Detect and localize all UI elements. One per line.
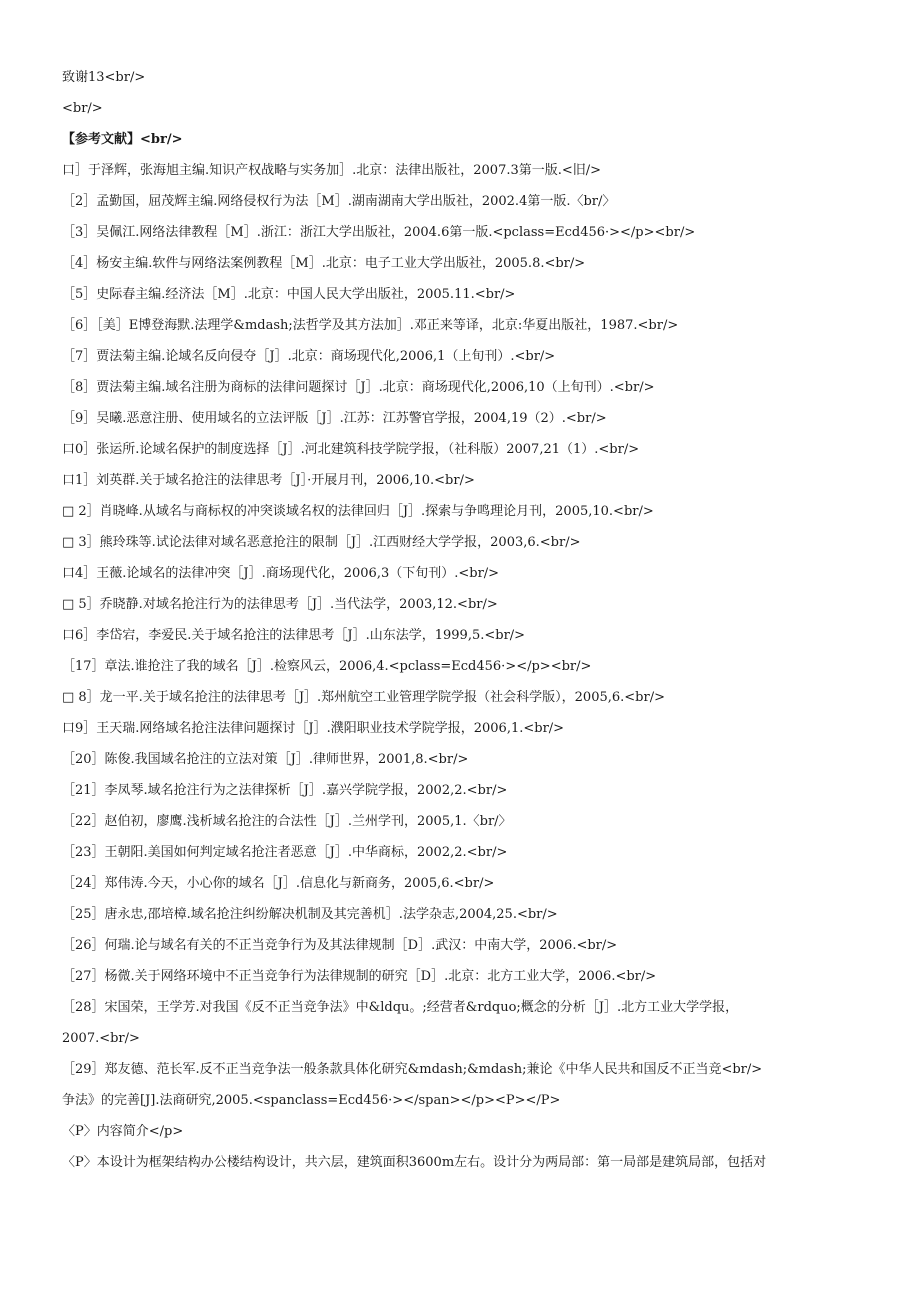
reference-item: ［22］赵伯初，廖鹰.浅析域名抢注的合法性［J］.兰州学刊，2005,1.〈br/〉 [62,814,512,829]
reference-item: ［25］唐永忠,邵培樟.域名抢注纠纷解决机制及其完善机］.法学杂志,2004,25.<br/> [62,907,558,922]
reference-item: ［28］宋国荣，王学芳.对我国《反不正当竞争法》中&ldqu。;经营者&rdquo;概念的分析［J］.北方工业大学学报， [62,1000,739,1015]
reference-item: 口］于泽辉，张海旭主编.知识产权战略与实务加］.北京：法律出版社，2007.3第一版.<旧/> [62,163,602,178]
header-line: 致谢13<br/> [62,70,146,85]
intro-text: 〈P〉本设计为框架结构办公楼结构设计，共六层，建筑面积3600m左右。设计分为两局部：第一局部是建筑局部，包括对 [62,1155,767,1170]
reference-item: 口1］刘英群.关于域名抢注的法律思考［J］·开展月刊，2006,10.<br/> [62,473,475,488]
reference-item: ［26］何瑞.论与域名有关的不正当竞争行为及其法律规制［D］.武汉：中南大学，2006.<br/> [62,938,618,953]
reference-item: ［5］史际春主编.经济法［M］.北京：中国人民大学出版社，2005.11.<br/> [62,287,516,302]
reference-item: ［27］杨微.关于网络环境中不正当竞争行为法律规制的研究［D］.北京：北方工业大学，2006.<br/> [62,969,657,984]
reference-item: 口9］王天瑞.网络域名抢注法律问题探讨［J］.濮阳职业技术学院学报，2006,1.<br/> [62,721,565,736]
reference-item-continuation: 2007.<br/> [62,1031,140,1046]
document-page [62,62,862,1178]
reference-item: ［17］章法.谁抢注了我的域名［J］.检察风云，2006,4.<pclass=Ecd456·></p><br/> [62,659,592,674]
header-line: <br/> [62,101,103,116]
reference-item: ［4］杨安主编.软件与网络法案例教程［M］.北京：电子工业大学出版社，2005.8.<br/> [62,256,586,271]
reference-item: 口0］张运所.论域名保护的制度选择［J］.河北建筑科技学院学报，（社科版）2007,21（1）.<br/> [62,442,640,457]
reference-item: ［24］郑伟涛.今天，小心你的域名［J］.信息化与新商务，2005,6.<br/> [62,876,495,891]
reference-item-continuation: 争法》的完善[J].法商研究,2005.<spanclass=Ecd456·></span></p><P></P> [62,1093,561,1108]
reference-item: ［23］王朝阳.美国如何判定域名抢注者恶意［J］.中华商标，2002,2.<br/> [62,845,508,860]
reference-item: □ 3］熊玲珠等.试论法律对域名恶意抢注的限制［J］.江西财经大学学报，2003,6.<br/> [62,535,581,550]
reference-item: □ 2］肖晓峰.从域名与商标权的冲突谈域名权的法律回归［J］.探索与争鸣理论月刊，2005,10.<br/> [62,504,654,519]
intro-heading: 〈P〉内容简介</p> [62,1124,184,1139]
references-heading: 【参考文献】<br/> [62,132,183,147]
reference-item: ［6］［美］E博登海默.法理学&mdash;法哲学及其方法加］.邓正来等译，北京:华夏出版社，1987.<br/> [62,318,679,333]
reference-list [62,155,862,992]
reference-item: ［20］陈俊.我国域名抢注的立法对策［J］.律师世界，2001,8.<br/> [62,752,469,767]
reference-item: ［21］李凤琴.域名抢注行为之法律探析［J］.嘉兴学院学报，2002,2.<br/> [62,783,508,798]
reference-item: ［3］吴佩江.网络法律教程［M］.浙江：浙江大学出版社，2004.6第一版.<pclass=Ecd456·></p><br/> [62,225,696,240]
reference-item: ［8］贾法菊主编.域名注册为商标的法律问题探讨［J］.北京：商场现代化,2006,10（上旬刊）.<br/> [62,380,655,395]
reference-item: ［2］孟勤国，屈茂辉主编.网络侵权行为法［M］.湖南湖南大学出版社，2002.4第一版.〈br/〉 [62,194,616,209]
reference-item: 口4］王薇.论域名的法律冲突［J］.商场现代化，2006,3（下旬刊）.<br/> [62,566,500,581]
reference-item: ［9］吴曦.恶意注册、使用域名的立法评版［J］.江苏：江苏警官学报，2004,19（2）.<br/> [62,411,607,426]
reference-item: ［29］郑友德、范长军.反不正当竞争法一般条款具体化研究&mdash;&mdash;兼论《中华人民共和国反不正当竞<br/> [62,1062,763,1077]
reference-item: □ 5］乔晓静.对域名抢注行为的法律思考［J］.当代法学，2003,12.<br/> [62,597,498,612]
reference-item: ［7］贾法菊主编.论域名反向侵夺［J］.北京：商场现代化,2006,1（上旬刊）.<br/> [62,349,556,364]
reference-item: 口6］李岱宕，李爱民.关于域名抢注的法律思考［J］.山东法学，1999,5.<br/> [62,628,526,643]
reference-item: □ 8］龙一平.关于域名抢注的法律思考［J］.郑州航空工业管理学院学报（社会科学版），2005,6.<br/> [62,690,665,705]
